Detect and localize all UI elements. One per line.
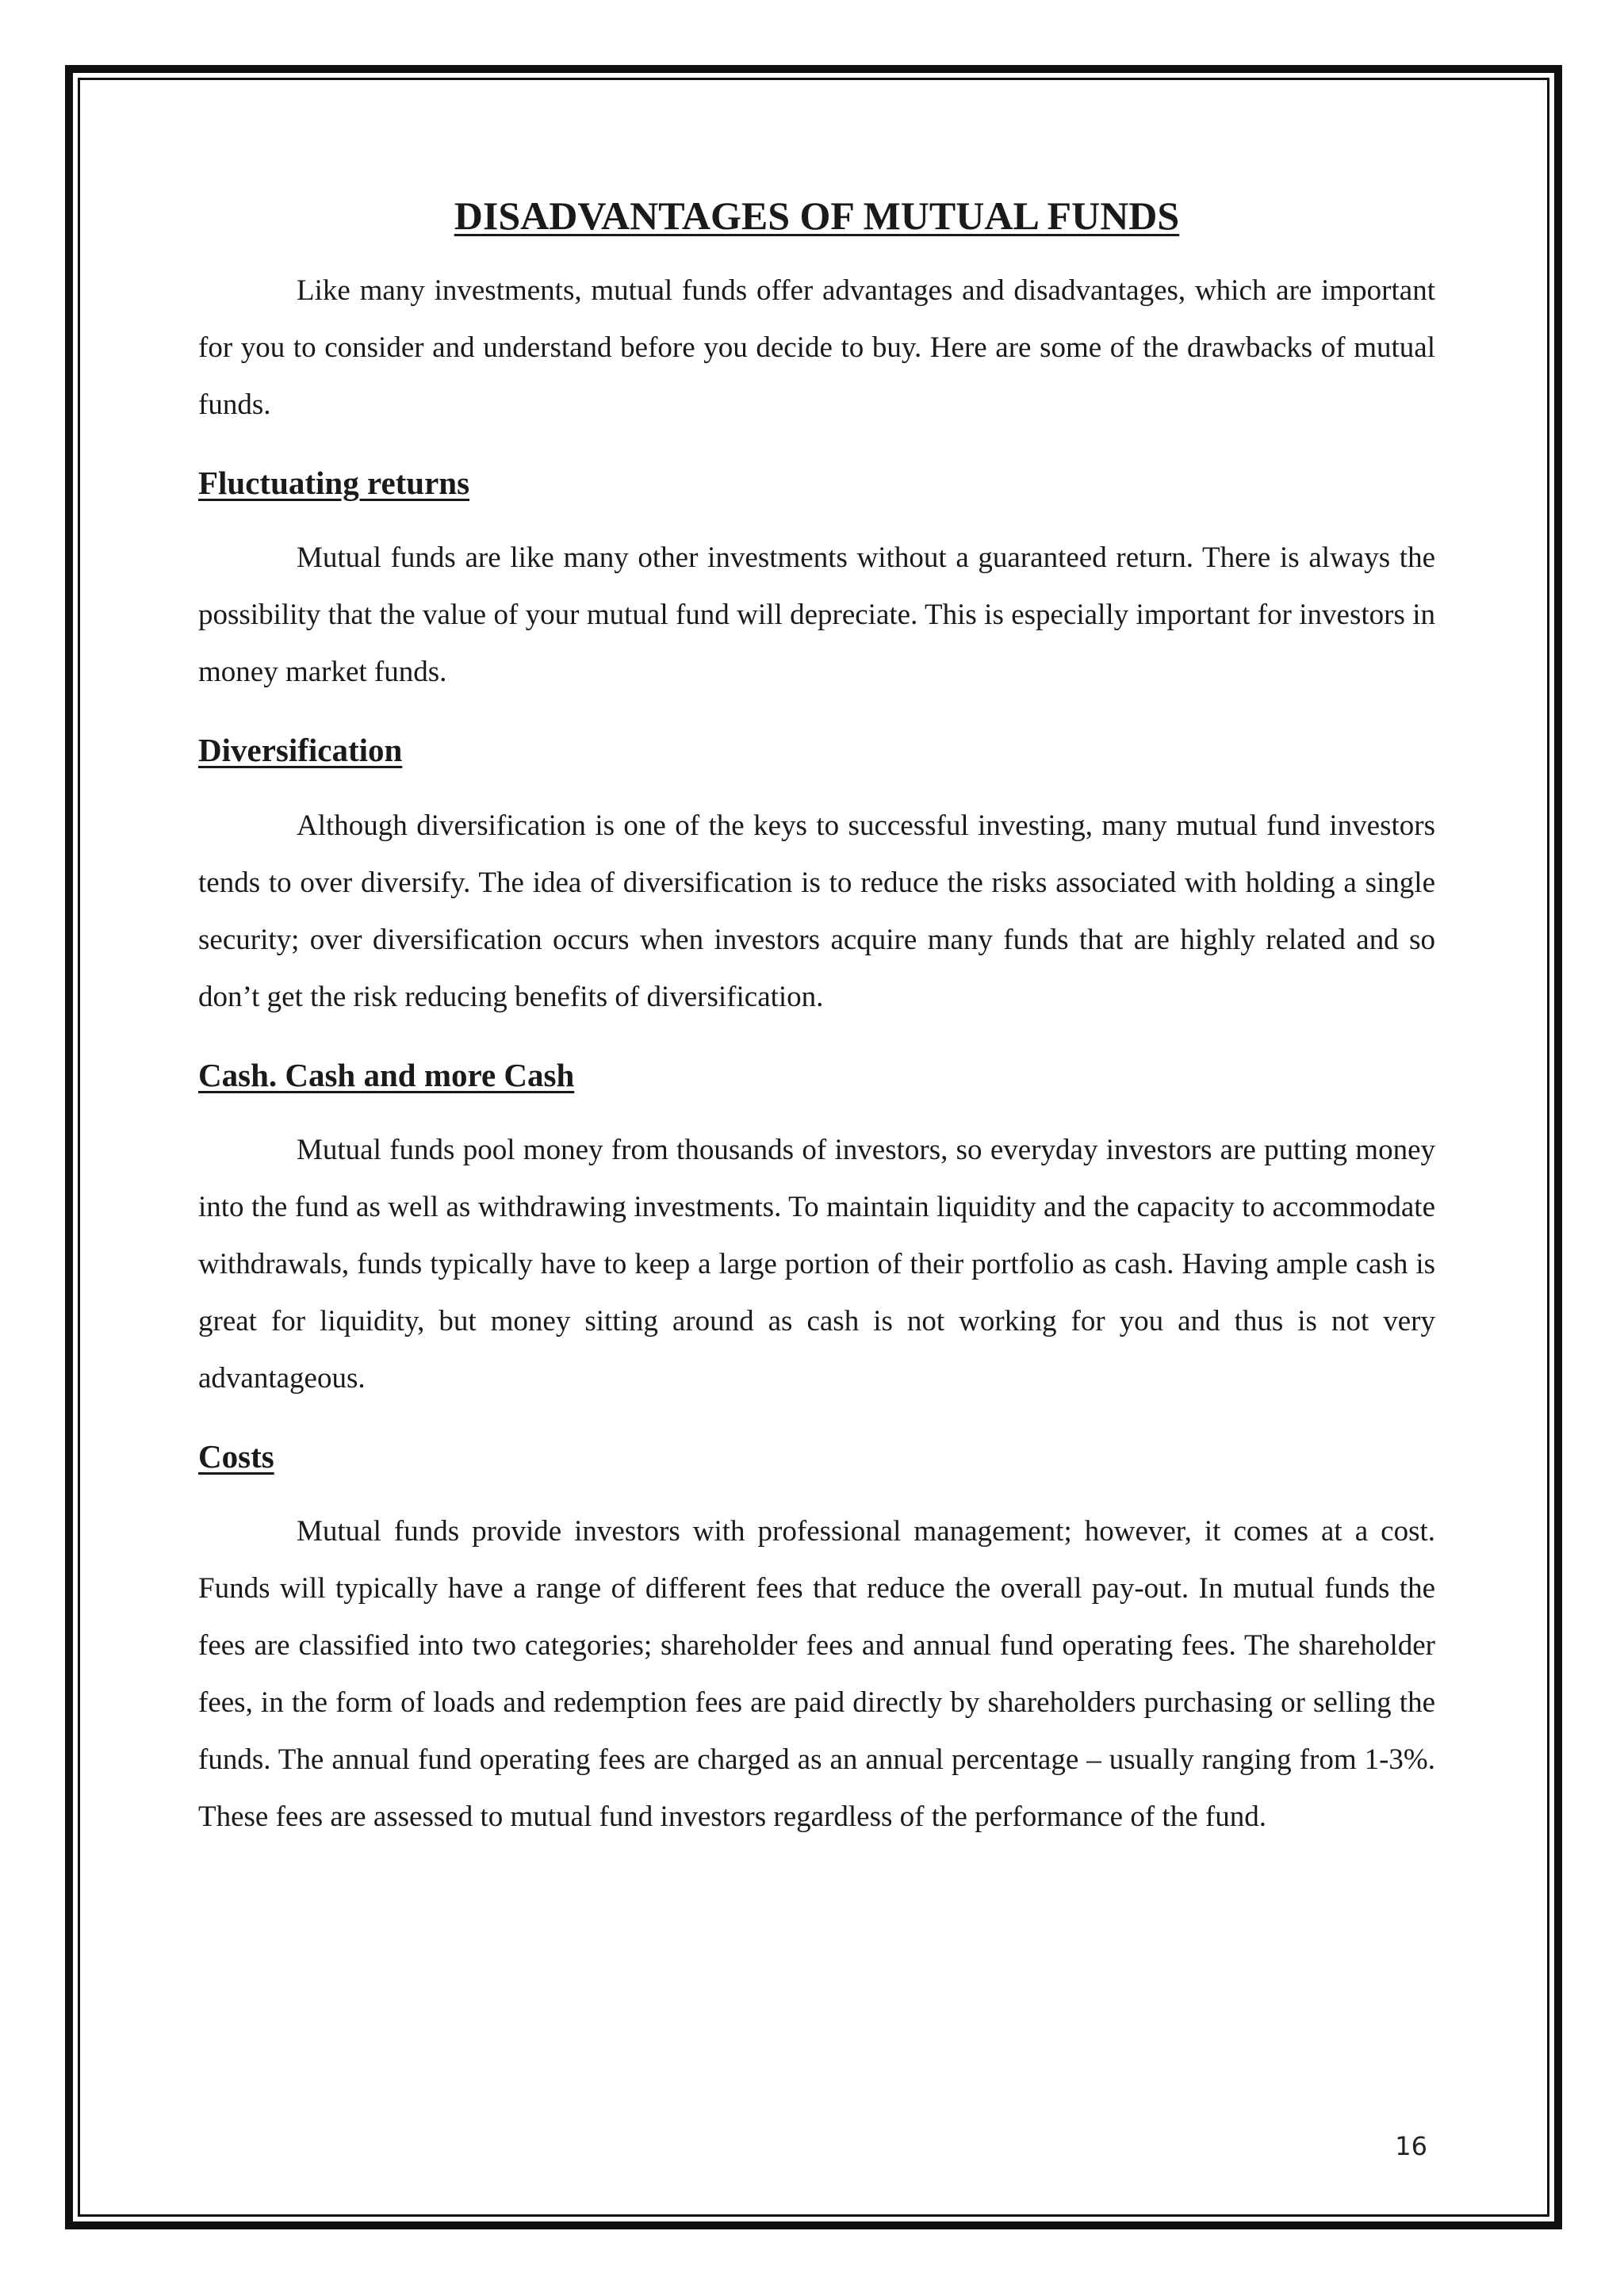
intro-paragraph: Like many investments, mutual funds offer advantages and disadvantages, which are important for you to consider and understand before you decide to buy. Here are some of the drawbacks of mutual funds. xyxy=(198,274,1435,421)
section-heading-costs: Costs xyxy=(198,1437,274,1475)
section-heading-cash: Cash. Cash and more Cash xyxy=(198,1056,575,1093)
section-body-fluctuating-returns: Mutual funds are like many other investments without a guaranteed return. There is always the possibility that the value of your mutual fund will depreciate. This is especially important for investors in money market funds. xyxy=(198,541,1435,689)
section-body-costs: Mutual funds provide investors with professional management; however, it comes at a cost. Funds will typically have a range of different fees that reduce the overall pay-out. In mutual funds the fees are classified into two categories; shareholder fees and annual fund operating fees. The shareholder fees, in the form of loads and redemption fees are paid directly by shareholders purchasing or selling the funds. The annual fund operating fees are charged as an annual percentage – usually ranging from 1-3%. These fees are assessed to mutual fund investors regardless of the performance of the fund. xyxy=(198,1515,1435,1834)
page-title: DISADVANTAGES OF MUTUAL FUNDS xyxy=(454,193,1180,238)
section-body-diversification: Although diversification is one of the keys to successful investing, many mutual fund investors tends to over diversify. The idea of diversification is to reduce the risks associated with holding a single security; over diversification occurs when investors acquire many funds that are highly related and so don’t get the risk reducing benefits of diversification. xyxy=(198,809,1435,1013)
section-body-cash: Mutual funds pool money from thousands of investors, so everyday investors are putting money into the fund as well as withdrawing investments. To maintain liquidity and the capacity to accommodate withdrawals, funds typically have to keep a large portion of their portfolio as cash. Having ample cash is great for liquidity, but money sitting around as cash is not working for you and thus is not very advantageous. xyxy=(198,1133,1435,1395)
page-number: 16 xyxy=(1395,2131,1427,2161)
section-heading-diversification: Diversification xyxy=(198,732,403,769)
section-heading-fluctuating-returns: Fluctuating returns xyxy=(198,465,470,501)
document-content xyxy=(198,190,1435,1846)
